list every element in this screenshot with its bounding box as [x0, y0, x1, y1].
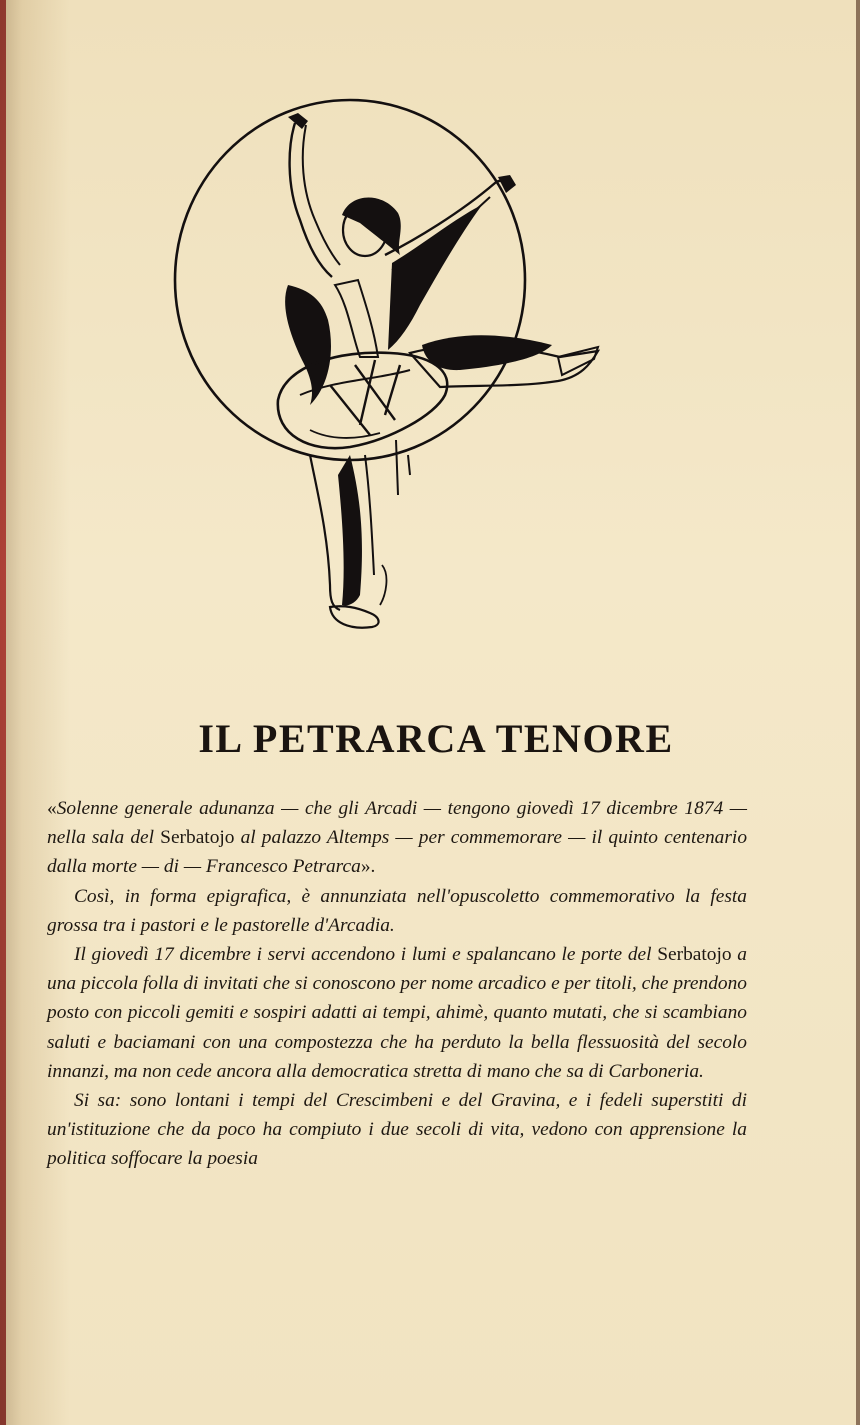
text-segment: a una piccola folla di invitati che si conoscono per nome arcadico e per titoli, che prendono posto con piccoli gemiti e sospiri adatti ai tempi, ahimè, quanto mutati, che si scambiano saluti e baciamani con una compostezza che ha perduto la bella flessuosità del secolo innanzi, ma non cede ancora alla democratica stretta di mano che sa di Carboneria.	[47, 944, 748, 1082]
paragraph	[47, 940, 747, 1086]
page-right-edge	[856, 0, 860, 1425]
text-segment: Il giovedì 17 dicembre i servi accendono i lumi e spalancano le porte del	[74, 944, 658, 966]
text-segment: Serbatojo	[160, 827, 235, 849]
chapter-body	[47, 794, 747, 1174]
text-segment: Serbatojo	[657, 944, 732, 966]
text-segment: ».	[360, 856, 376, 878]
page-gutter-edge	[0, 0, 6, 1425]
text-segment: Si sa: sono lontani i tempi del Crescimbeni e del Gravina, e i fedeli superstiti di un'istituzione che da poco ha compiuto i due secoli di vita, vedono con apprensione la politica soffocare la poesia	[47, 1090, 747, 1170]
dancer-in-hoop-illustration	[160, 95, 610, 640]
chapter-title: IL PETRARCA TENORE	[198, 715, 674, 761]
text-segment: «	[47, 798, 57, 819]
text-segment: Solenne generale adunanza — che gli Arcadi — tengono giovedì 17 dicembre 1874 — nella sala del	[47, 798, 747, 849]
paragraph	[47, 794, 747, 882]
text-segment: Così, in forma epigrafica, è annunziata nell'opuscoletto commemorativo la festa grossa tra i pastori e le pastorelle d'Arcadia.	[47, 885, 747, 936]
paragraph	[47, 882, 747, 940]
paragraph	[47, 1086, 747, 1174]
text-segment: al palazzo Altemps — per commemorare — il quinto centenario dalla morte — di — Francesco Petrarca	[47, 827, 748, 878]
